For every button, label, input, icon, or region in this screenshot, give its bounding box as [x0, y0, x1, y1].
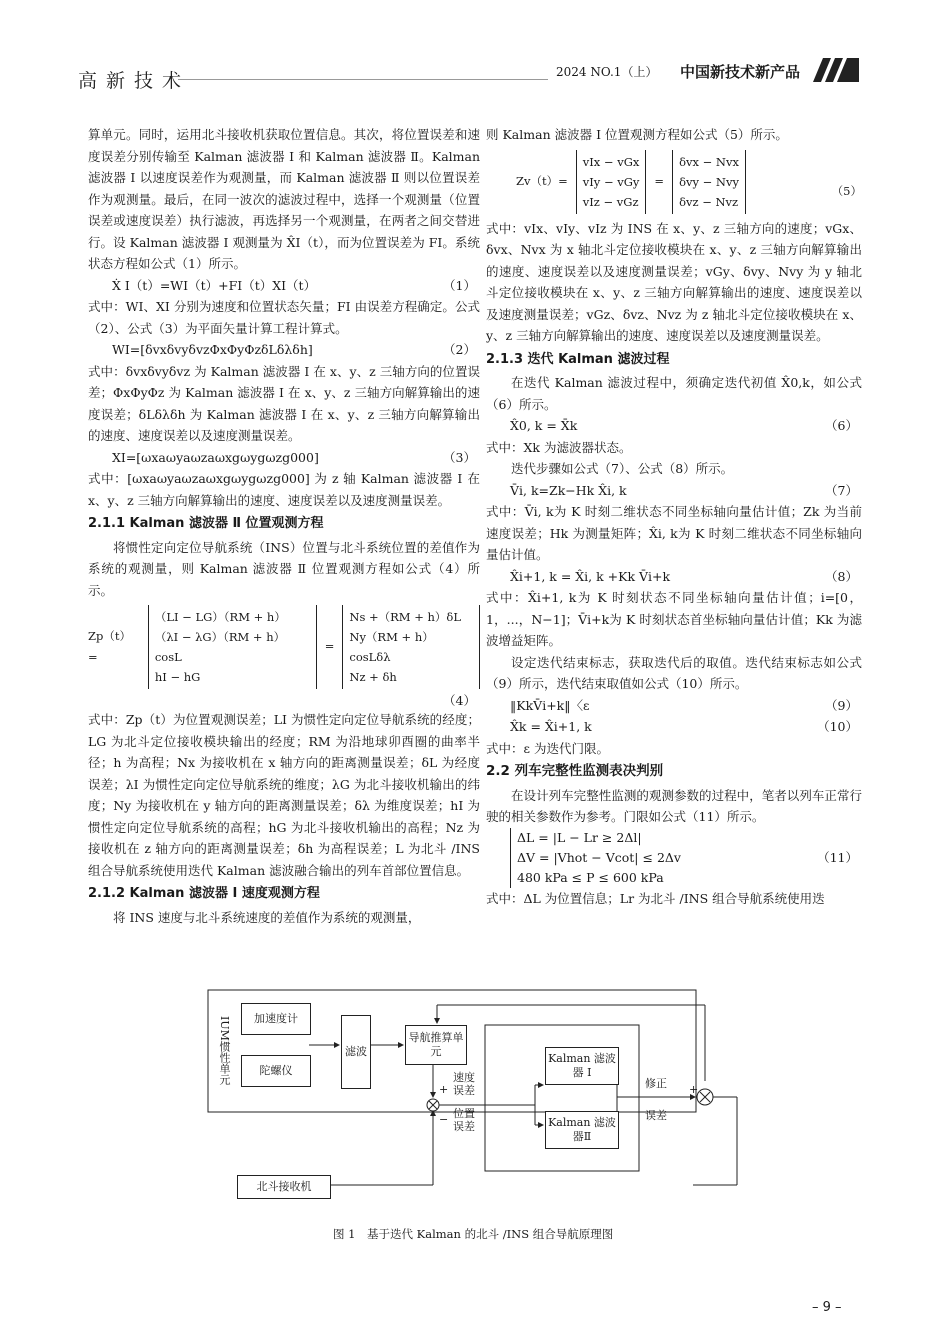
plus-sign: +: [439, 1083, 449, 1096]
issue-label: 2024 NO.1（上）: [556, 65, 658, 79]
paragraph: 设定迭代结束标志，获取迭代后的取值。迭代结束标志如公式（9）所示，迭代结束取值如公式（10）所示。: [486, 654, 862, 691]
paragraph: 式中：X̂i+1, k为 K 时刻状态不同坐标轴向量估计值；i=[0，1，...，N−1]；V̄i+k为 K 时刻状态首坐标轴向量估计值；Kk 为滤波增益矩阵。: [486, 590, 862, 648]
figure-caption: 图 1 基于迭代 Kalman 的北斗 /INS 组合导航原理图: [333, 1227, 614, 1241]
kalman-filter-1-box: Kalman 滤波器 Ⅰ: [545, 1047, 619, 1085]
equation-4: Zp（t）= （LI − LG）（RM + h） （λI − λG）（RM + h）cosL hI − hG = Ns +（RM + h）δL Ny（RM + h）cosLδλ Nz + δh: [88, 605, 480, 689]
correction-label: 修正: [645, 1077, 667, 1090]
paragraph: 式中：Xk 为滤波器状态。: [486, 439, 632, 455]
page-header: [0, 0, 950, 100]
journal-logo-icon: [813, 58, 859, 82]
paragraph: 迭代步骤如公式（7）、公式（8）所示。: [511, 461, 734, 476]
equation-7: V̄i, k=Zk−Hk X̂i, k （7）: [510, 482, 858, 498]
gyroscope-box: 陀螺仪: [241, 1055, 311, 1087]
equation-6: X̂0, k = X̄k （6）: [510, 418, 858, 433]
paragraph: 式中：ε 为迭代门限。: [486, 740, 609, 756]
paragraph: 式中：ΔL 为位置信息；Lr 为北斗 /INS 组合导航系统使用迭: [486, 890, 825, 906]
filter-box: 滤波: [341, 1015, 371, 1089]
paragraph: 将 INS 速度与北斗系统速度的差值作为系统的观测量，: [113, 909, 421, 925]
paragraph: 式中：δvxδvyδvz 为 Kalman 滤波器 Ⅰ 在 x、y、z 三轴方向的位置误差；ΦxΦyΦz 为 Kalman 滤波器 Ⅰ 在 x、y、z 三轴方向解算输出的速度误差；δLδλδh 为 Kalman 滤波器 Ⅰ 在 x、y、z 三轴方向解算输出的速度、速度误差以及速度测量误差。: [88, 363, 480, 443]
paragraph: 在设计列车完整性监测的观测参数的过程中，笔者以列车正常行驶的相关参数作为参考。门限如公式（11）所示。: [486, 787, 862, 824]
paragraph: 将惯性定向定位导航系统（INS）位置与北斗系统位置的差值作为系统的观测量，则 Kalman 滤波器 Ⅱ 位置观测方程如公式（4）所示。: [88, 539, 480, 598]
heading-2-2: 2.2 列车完整性监测表决判别: [486, 763, 664, 779]
speed-error-label: 速度误差: [453, 1071, 475, 1097]
paragraph: 则 Kalman 滤波器 Ⅰ 位置观测方程如公式（5）所示。: [486, 127, 788, 142]
paragraph: 式中：WI、XI 分别为速度和位置状态矢量；FI 由误差方程确定。公式（2）、公式（3）为平面矢量计算工程计算式。: [88, 299, 480, 336]
accelerometer-box: 加速度计: [241, 1003, 311, 1035]
paragraph: 式中：Zp（t）为位置观测误差；LI 为惯性定向定位导航系统的经度；LG 为北斗定位接收模块输出的经度；RM 为沿地球卯酉圈的曲率半径；h 为高程；Nx 为接收机在 x 轴方向的距离测量误差；δL 为经度误差；λI 为惯性定向定位导航系统的维度；λG 为北斗接收机输出的纬度；Ny 为接收机在 y 轴方向的距离测量误差；δλ 为维度误差；hI 为惯性定向定位导航系统的高程；hG 为北斗接收机输出的高程；Nz 为接收机在 z 轴方向的距离测量误差；δh 为高程误差；L 为北斗 /INS 组合导航系统使用迭代 Kalman 滤波融合输出的列车首部位置信息。: [88, 712, 480, 878]
equation-9: ‖KkV̄i+k‖〈ε （9）: [510, 697, 858, 713]
imu-label: IUM惯性单元: [213, 995, 235, 1105]
kalman-filter-2-box: Kalman 滤波器Ⅱ: [545, 1111, 619, 1149]
journal-name: 中国新技术新产品: [680, 63, 801, 81]
equation-5: Zv（t）= vIx − vGx vIy − vGy vIz − vGz = δvx − Nvx δvy − Nvy δvz − Nvz （5）: [486, 150, 862, 214]
header-rule: [178, 79, 548, 80]
left-column: [88, 124, 480, 928]
nav-unit-box: 导航推算单元: [405, 1025, 467, 1065]
beidou-receiver-box: 北斗接收机: [237, 1175, 331, 1199]
plus-sign: +: [689, 1083, 699, 1096]
equation-1: Ẋ I（t）=WI（t）+FI（t）XI（t） （1）: [112, 277, 476, 293]
equation-8: X̂i+1, k = X̂i, k +Kk V̄i+k （8）: [510, 568, 858, 584]
figure-diagram: [205, 985, 745, 1215]
heading-2-1-3: 2.1.3 迭代 Kalman 滤波过程: [486, 351, 670, 367]
error-label: 误差: [645, 1109, 667, 1122]
equation-4-number: （4）: [443, 693, 476, 708]
paragraph: 式中：V̄i, k为 K 时刻二维状态不同坐标轴向量估计值；Zk 为当前速度误差；Hk 为测量矩阵；X̂i, k为 K 时刻二维状态不同坐标轴向量估计值。: [486, 504, 862, 562]
section-title: 高新技术: [78, 70, 191, 92]
equation-10: X̂k = X̂i+1, k （10）: [510, 719, 858, 734]
paragraph: 算单元。同时，运用北斗接收机获取位置信息。其次，将位置误差和速度误差分别传输至 Kalman 滤波器 Ⅰ 和 Kalman 滤波器 Ⅱ。Kalman 滤波器 Ⅰ 以速度误差作为观测量，而 Kalman 滤波器 Ⅱ 则以位置误差作为观测量。最后，在同一波次的滤波过程中，选择一个观测量（位置误差或速度误差）执行滤波，再选择另一个观测量，在两者之间交替进行。设 Kalman 滤波器 Ⅰ 观测量为 X̂I（t），而为位置误差为 FI。系统状态方程如公式（1）所示。: [88, 127, 480, 271]
equation-11: ΔL = |L − Lr ≥ 2Δl| ΔV = |Vhot − Vcot| ≤ 2Δv 480 kPa ≤ P ≤ 600 kPa （11）: [486, 828, 862, 888]
position-error-label: 位置误差: [453, 1107, 475, 1133]
equation-3: XI=[ωxaωyaωzaωxgωygωzg000] （3）: [112, 449, 476, 465]
paragraph: 式中：[ωxaωyaωzaωxgωygωzg000] 为 z 轴 Kalman 滤波器 Ⅰ 在 x、y、z 三轴方向解算输出的速度、速度误差以及速度测量误差。: [88, 471, 480, 508]
paragraph: 在迭代 Kalman 滤波过程中，须确定迭代初值 X̂0,k，如公式（6）所示。: [486, 375, 862, 412]
paragraph: 式中：vIx、vIy、vIz 为 INS 在 x、y、z 三轴方向的速度；vGx、δvx、Nvx 为 x 轴北斗定位接收模块在 x、y、z 三轴方向解算输出的速度、速度误差以及速度测量误差；vGy、δvy、Nvy 为 y 轴北斗定位接收模块在 x、y、z 三轴方向解算输出的速度、速度误差以及速度测量误差；vGz、δvz、Nvz 为 z 轴北斗定位接收模块在 x、y、z 三轴方向解算输出的速度、速度误差以及速度测量误差。: [486, 220, 862, 343]
right-column: [486, 124, 862, 909]
minus-sign: −: [439, 1113, 449, 1126]
heading-2-1-1: 2.1.1 Kalman 滤波器 Ⅱ 位置观测方程: [88, 516, 324, 531]
heading-2-1-2: 2.1.2 Kalman 滤波器 Ⅰ 速度观测方程: [88, 886, 320, 901]
page-number: – 9 –: [812, 1300, 842, 1315]
equation-2: WI=[δvxδvyδvzΦxΦyΦzδLδλδh] （2）: [112, 342, 476, 357]
